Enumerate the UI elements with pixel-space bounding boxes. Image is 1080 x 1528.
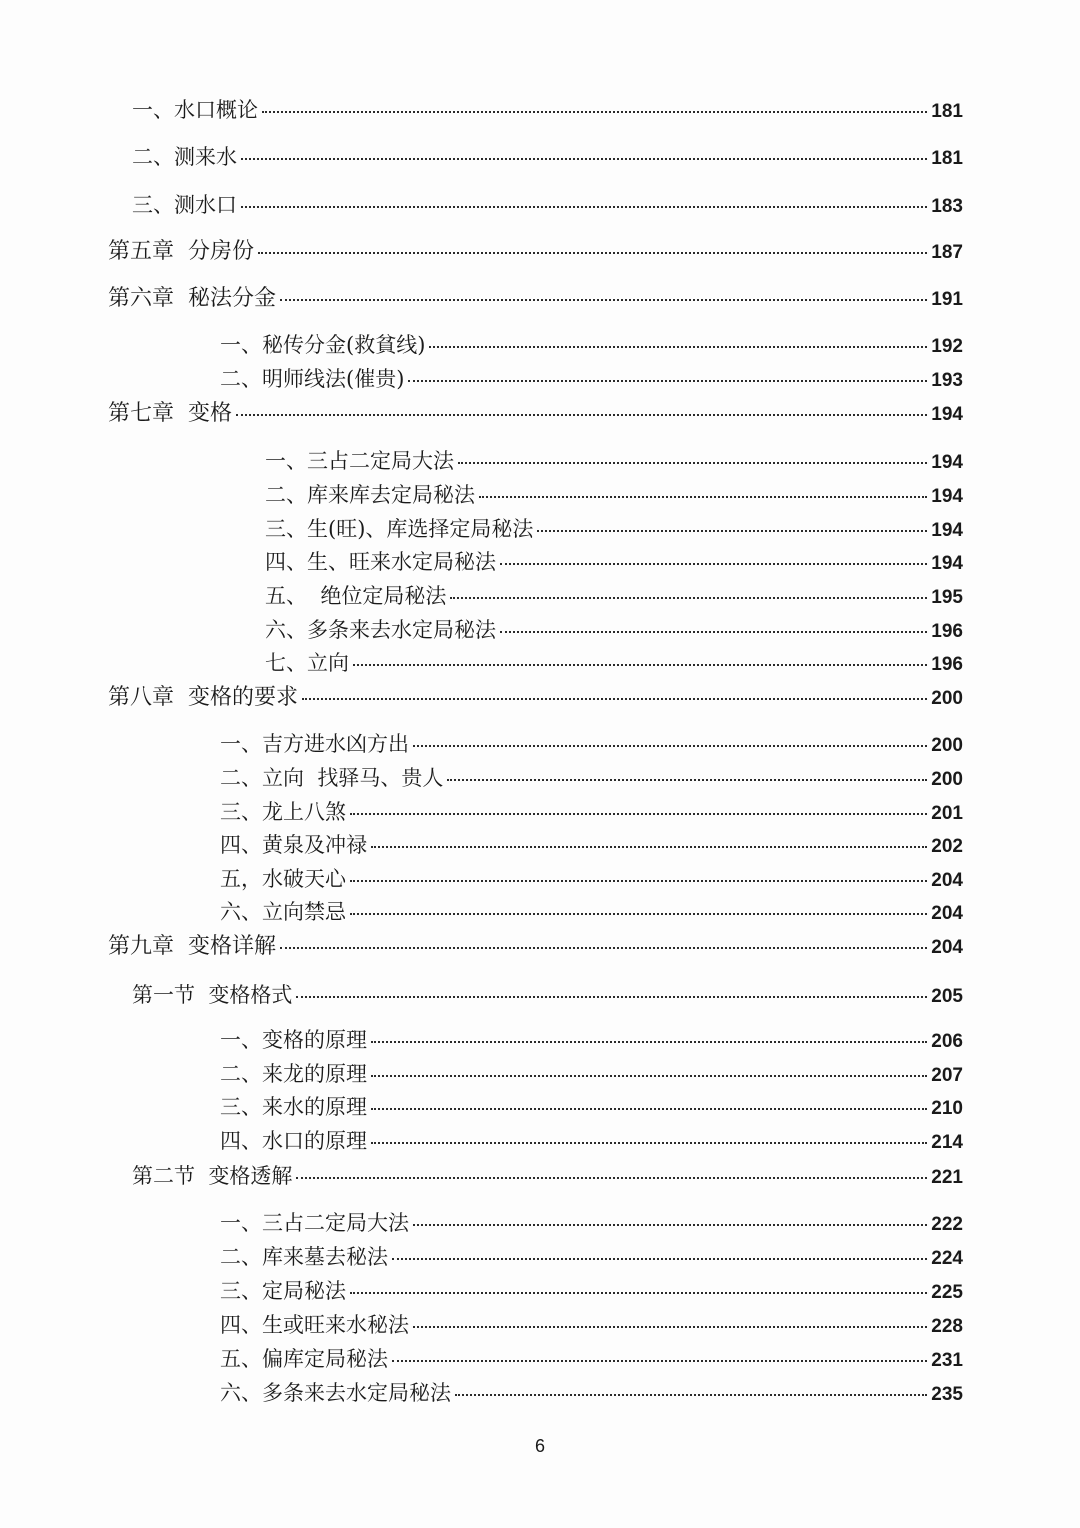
- toc-leader: [450, 597, 927, 599]
- toc-page-number: 187: [931, 242, 963, 263]
- toc-entry: [265, 482, 963, 510]
- toc-page-number: 196: [931, 621, 963, 642]
- toc-entry: [220, 866, 963, 894]
- toc-leader: [280, 947, 927, 949]
- toc-page-number: 200: [931, 735, 963, 756]
- toc-entry: [108, 685, 963, 712]
- toc-page-number: 228: [931, 1316, 963, 1337]
- toc-title: 第七章 变格: [108, 401, 232, 426]
- toc-page-number: 204: [931, 937, 963, 958]
- toc-leader: [371, 1041, 927, 1043]
- toc-title: 一、秘传分金(救貧线): [220, 333, 426, 357]
- toc-title: 四、生、旺来水定局秘法: [265, 550, 496, 574]
- toc-page-number: 194: [931, 553, 963, 574]
- toc-entry: [108, 934, 963, 961]
- toc-title: 六、立向禁忌: [220, 900, 346, 924]
- toc-page-number: 181: [931, 148, 963, 169]
- toc-entry: [220, 1312, 963, 1340]
- toc-title: 七、立向: [265, 651, 349, 675]
- toc-page-number: 194: [931, 486, 963, 507]
- toc-title: 四、生或旺来水秘法: [220, 1313, 409, 1337]
- toc-page-number: 222: [931, 1214, 963, 1235]
- toc-entry: [265, 448, 963, 476]
- toc-leader: [413, 1224, 927, 1226]
- toc-title: 一、三占二定局大法: [220, 1211, 409, 1235]
- toc-page-number: 193: [931, 370, 963, 391]
- toc-leader: [258, 252, 927, 254]
- toc-leader: [350, 880, 927, 882]
- toc-leader: [236, 414, 927, 416]
- toc-entry: [220, 1094, 963, 1122]
- toc-page-number: 183: [931, 196, 963, 217]
- toc-entry: [132, 97, 963, 125]
- toc-page-number: 205: [931, 986, 963, 1007]
- toc-leader: [447, 779, 927, 781]
- toc-title: 一、变格的原理: [220, 1028, 367, 1052]
- toc-page-number: 221: [931, 1167, 963, 1188]
- toc-page-number: 200: [931, 688, 963, 709]
- toc-page-number: 201: [931, 803, 963, 824]
- toc-page-number: 181: [931, 101, 963, 122]
- toc-entry: [220, 366, 963, 394]
- toc-entry: [220, 1210, 963, 1238]
- toc-page-number: 191: [931, 289, 963, 310]
- toc-entry: [220, 1027, 963, 1055]
- toc-title: 二、来龙的原理: [220, 1062, 367, 1086]
- toc-leader: [350, 913, 927, 915]
- toc-leader: [371, 1075, 927, 1077]
- toc-leader: [392, 1258, 927, 1260]
- toc-entry: [265, 549, 963, 577]
- toc-entry: [220, 1380, 963, 1408]
- page-number: 6: [534, 1436, 545, 1456]
- toc-page-number: 196: [931, 654, 963, 675]
- toc-title: 二、库来库去定局秘法: [265, 483, 475, 507]
- toc-entry: [108, 239, 963, 266]
- toc-entry: [220, 1278, 963, 1306]
- toc-title: 四、黄泉及冲禄: [220, 833, 367, 857]
- toc-leader: [296, 1177, 927, 1179]
- toc-entry: [265, 617, 963, 645]
- toc-title: 五、偏库定局秘法: [220, 1347, 388, 1371]
- toc-entry: [108, 401, 963, 428]
- toc-entry: [132, 192, 963, 220]
- toc-page-number: 225: [931, 1282, 963, 1303]
- toc-leader: [455, 1394, 927, 1396]
- toc-entry: [265, 516, 963, 544]
- toc-leader: [413, 745, 927, 747]
- toc-title: 二、明师线法(催贵): [220, 367, 405, 391]
- toc-page-number: 195: [931, 587, 963, 608]
- toc-title: 第九章 变格详解: [108, 934, 276, 959]
- toc-leader: [241, 206, 927, 208]
- toc-entry: [132, 982, 963, 1010]
- toc-leader: [537, 530, 927, 532]
- toc-title: 一、水口概论: [132, 98, 258, 122]
- toc-title: 五、 绝位定局秘法: [265, 584, 447, 608]
- toc-page-number: 235: [931, 1384, 963, 1405]
- toc-entry: [220, 799, 963, 827]
- toc-leader: [371, 846, 927, 848]
- toc-entry: [220, 332, 963, 360]
- toc-title: 第一节 变格格式: [132, 983, 293, 1007]
- toc-entry: [108, 286, 963, 313]
- toc-entry: [132, 1163, 963, 1191]
- toc-leader: [479, 496, 927, 498]
- toc-page-number: 194: [931, 404, 963, 425]
- toc-entry: [220, 832, 963, 860]
- toc-entry: [220, 765, 963, 793]
- toc-entry: [220, 1346, 963, 1374]
- toc-leader: [408, 380, 927, 382]
- toc-leader: [429, 346, 927, 348]
- toc-page-number: 194: [931, 452, 963, 473]
- toc-entry: [220, 731, 963, 759]
- toc-page-number: 231: [931, 1350, 963, 1371]
- toc-title: 五，水破天心: [220, 867, 346, 891]
- toc-leader: [302, 698, 927, 700]
- toc-title: 三、来水的原理: [220, 1095, 367, 1119]
- toc-leader: [280, 299, 927, 301]
- toc-entry: [220, 899, 963, 927]
- toc-title: 四、水口的原理: [220, 1129, 367, 1153]
- toc-entry: [220, 1244, 963, 1272]
- toc-leader: [413, 1326, 927, 1328]
- toc-entry: [265, 583, 963, 611]
- toc-title: 一、吉方进水凶方出: [220, 732, 409, 756]
- toc-page-number: 210: [931, 1098, 963, 1119]
- toc-page-number: 206: [931, 1031, 963, 1052]
- toc-title: 六、多条来去水定局秘法: [220, 1381, 451, 1405]
- toc-leader: [350, 813, 927, 815]
- toc-page-number: 194: [931, 520, 963, 541]
- toc-leader: [458, 462, 927, 464]
- toc-title: 二、立向 找驿马、贵人: [220, 766, 444, 790]
- toc-title: 第二节 变格透解: [132, 1164, 293, 1188]
- toc-leader: [350, 1292, 927, 1294]
- toc-leader: [392, 1360, 927, 1362]
- toc-title: 三、龙上八煞: [220, 800, 346, 824]
- toc-page-number: 214: [931, 1132, 963, 1153]
- toc-leader: [241, 158, 927, 160]
- toc-leader: [371, 1108, 927, 1110]
- toc-title: 六、多条来去水定局秘法: [265, 618, 496, 642]
- toc-entry: [220, 1128, 963, 1156]
- toc-title: 第六章 秘法分金: [108, 286, 276, 311]
- toc-entry: [132, 144, 963, 172]
- toc-title: 二、库来墓去秘法: [220, 1245, 388, 1269]
- toc-title: 三、生(旺)、库选择定局秘法: [265, 517, 534, 541]
- toc-title: 三、定局秘法: [220, 1279, 346, 1303]
- toc-page-number: 204: [931, 870, 963, 891]
- toc-title: 第八章 变格的要求: [108, 685, 298, 710]
- toc-title: 三、测水口: [132, 193, 237, 217]
- toc-page-number: 202: [931, 836, 963, 857]
- toc-page-number: 224: [931, 1248, 963, 1269]
- toc-leader: [500, 563, 927, 565]
- toc-page-number: 200: [931, 769, 963, 790]
- toc-entry: [265, 650, 963, 678]
- toc-title: 二、测来水: [132, 145, 237, 169]
- toc-leader: [500, 631, 927, 633]
- toc-leader: [262, 111, 927, 113]
- toc-title: 第五章 分房份: [108, 239, 254, 264]
- toc-leader: [371, 1142, 927, 1144]
- toc-leader: [296, 996, 927, 998]
- toc-leader: [353, 664, 927, 666]
- toc-entry: [220, 1061, 963, 1089]
- toc-page-number: 192: [931, 336, 963, 357]
- toc-title: 一、三占二定局大法: [265, 449, 454, 473]
- toc-page-number: 207: [931, 1065, 963, 1086]
- toc-page-number: 204: [931, 903, 963, 924]
